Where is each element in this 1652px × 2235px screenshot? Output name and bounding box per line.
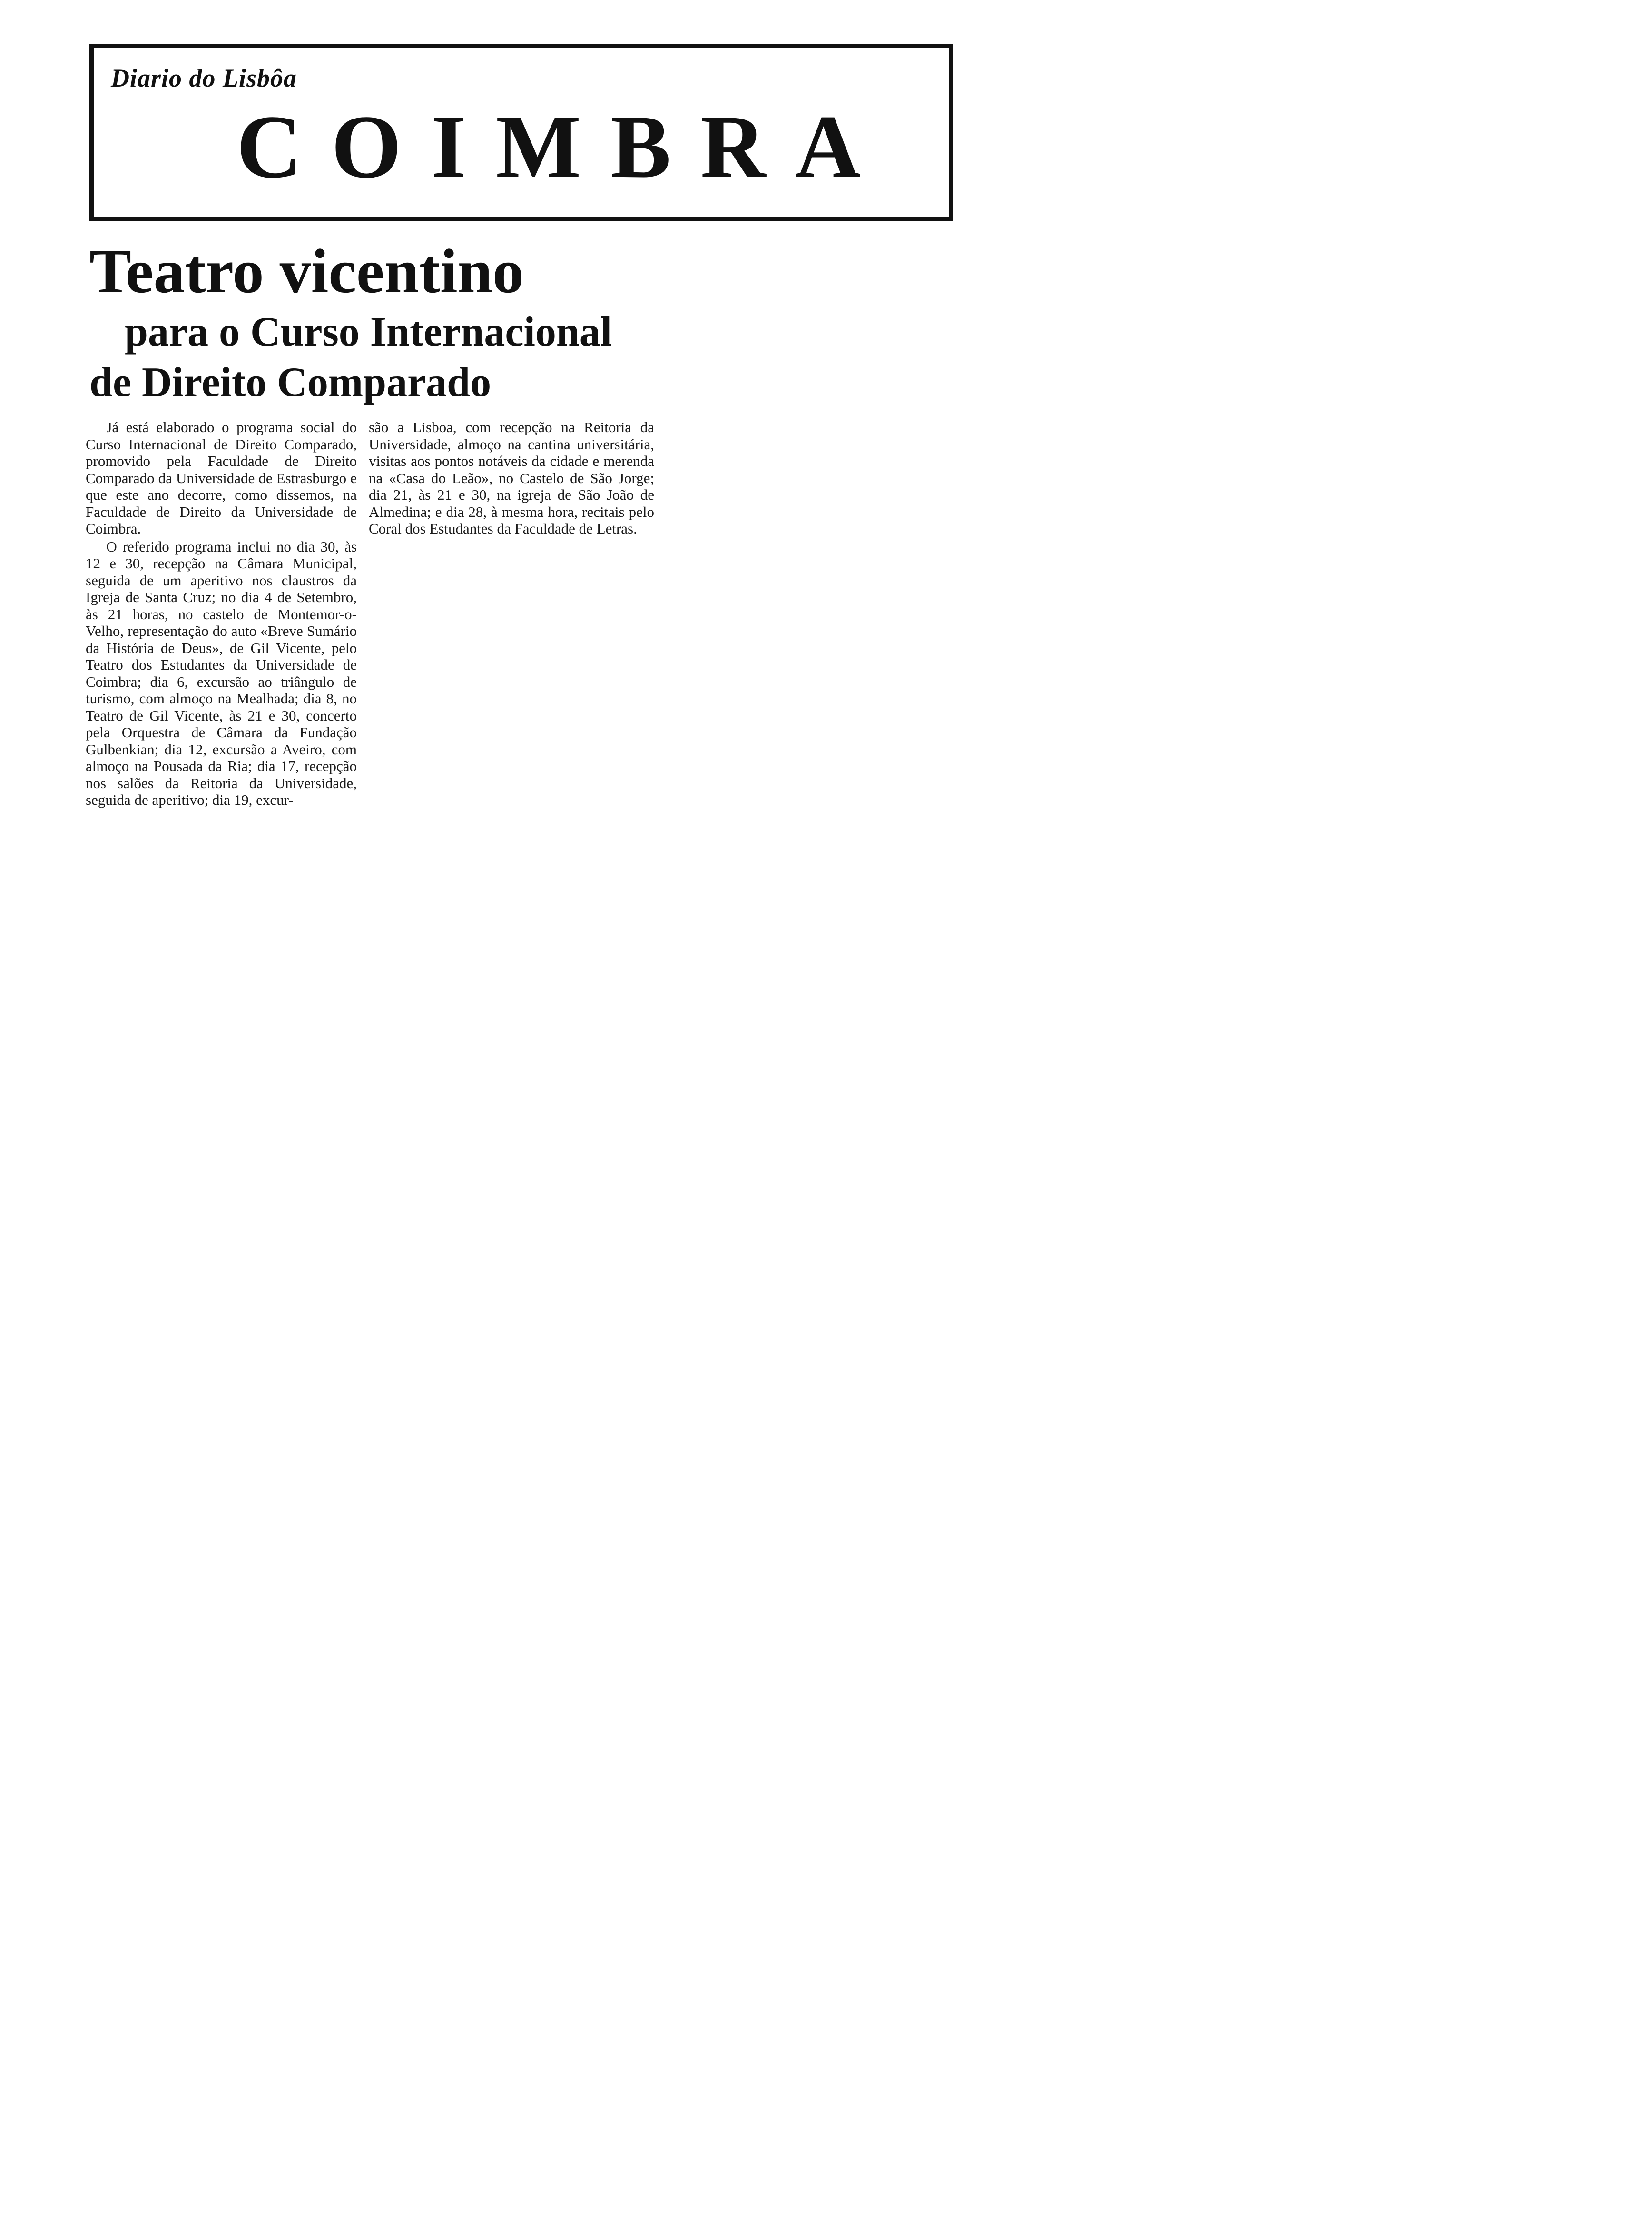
lead-body-col2 (369, 419, 654, 537)
masthead-brand: Diario do Lisbôa (111, 64, 297, 92)
lead-body-col1 (86, 419, 357, 809)
masthead-box (89, 44, 953, 221)
section-title: COIMBRA (236, 97, 890, 197)
lead-headline-2: para o Curso Internacional (125, 309, 612, 355)
lead-headline-3: de Direito Comparado (89, 359, 492, 405)
lead-headline-1: Teatro vicentino (89, 236, 524, 306)
lead-paragraph: Já está elaborado o programa social do Curso Internacional de Direito Comparado, promovido pela Faculdade de Direito Comparado da Universidade de Estrasburgo e que este ano decorre, como dissemos, na Faculdade de Direito da Universidade de Coimbra. (86, 419, 357, 537)
lead-paragraph: O referido programa inclui no dia 30, às 12 e 30, recepção na Câmara Municipal, seguida de um aperitivo nos claustros da Igreja de Santa Cruz; no dia 4 de Setembro, às 21 horas, no castelo de Montemor-o-Velho, representação do auto «Breve Sumário da História de Deus», de Gil Vicente, pelo Teatro dos Estudantes da Universidade de Coimbra; dia 6, excursão ao triângulo de turismo, com almoço na Mealhada; dia 8, no Teatro de Gil Vicente, às 21 e 30, concerto pela Orquestra de Câmara da Fundação Gulbenkian; dia 12, excursão a Aveiro, com almoço na Pousada da Ria; dia 17, recepção nos salões da Reitoria da Universidade, seguida de aperitivo; dia 19, excur- (86, 538, 357, 808)
lead-paragraph: são a Lisboa, com recepção na Reitoria da Universidade, almoço na cantina universitária, visitas aos pontos notáveis da cidade e merenda na «Casa do Leão», no Castelo de São Jorge; dia 21, às 21 e 30, na igreja de São João de Almedina; e dia 28, à mesma hora, recitais pelo Coral dos Estudantes da Faculdade de Letras. (369, 419, 654, 537)
